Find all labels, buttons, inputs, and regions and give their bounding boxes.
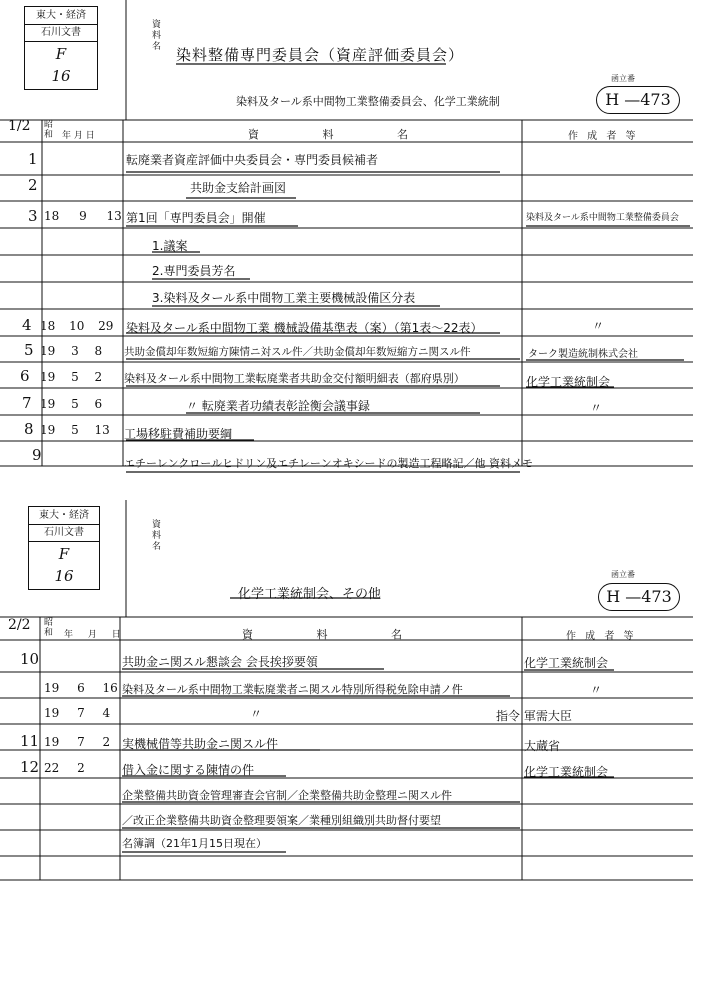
page1-header-ymd: 年 月 日 xyxy=(62,131,95,141)
table-row-author: 化学工業統制会 xyxy=(524,656,609,670)
table-row-no: 7 xyxy=(22,394,32,412)
table-row-text: 名簿調（21年1月15日現在） xyxy=(122,837,267,850)
table-row-date: 19 7 4 xyxy=(44,706,111,720)
stamp-letter: F xyxy=(55,45,67,63)
page2-header-author: 作 成 者 等 xyxy=(566,631,637,642)
table-row-no: 6 xyxy=(20,367,30,385)
table-row-text: 共助金支給計画図 xyxy=(190,181,287,195)
table-row-text: 共助金ニ関スル懇談会 会長挨拶要領 xyxy=(122,655,318,669)
page2-title: 化学工業統制会、その他 xyxy=(238,587,382,602)
table-row-author: 〃 xyxy=(590,683,603,697)
stamp-collection-label: 石川文書 xyxy=(44,527,84,538)
table-row-author: 指令 軍需大臣 xyxy=(496,709,572,723)
page1-docid: H —473 xyxy=(596,86,680,114)
table-row-no: 10 xyxy=(20,650,40,668)
table-row-date: 22 2 xyxy=(44,761,85,775)
table-row-text: 3.染料及タール系中間物工業主要機械設備区分表 xyxy=(152,291,416,305)
table-row-author: 化学工業統制会 xyxy=(526,375,611,389)
table-row-date: 18 9 13 xyxy=(44,209,122,223)
table-row-text: 〃 xyxy=(250,707,263,721)
table-row-author: 〃 xyxy=(592,319,605,333)
table-row-no: 1 xyxy=(28,150,38,168)
table-row-text: 工場移駐費補助要綱 xyxy=(124,427,233,441)
table-row-no: 4 xyxy=(22,316,32,334)
table-row-date: 19 7 2 xyxy=(44,735,111,749)
table-row-date: 19 3 8 xyxy=(40,344,103,358)
table-row-text: 2.専門委員芳名 xyxy=(152,264,236,278)
table-row-author: 大蔵省 xyxy=(524,739,561,753)
stamp-number: 16 xyxy=(54,567,74,585)
table-row-no: 5 xyxy=(24,341,34,359)
page2-header-era: 昭和 xyxy=(44,618,54,638)
shiryo-label-bottom: 資料名 xyxy=(152,520,162,552)
table-row-text: 染料及タール系中間物工業転廃業者共助金交付額明細表（都府県別） xyxy=(124,372,465,385)
table-row-text: ／改正企業整備共助資金整理要領案／業種別組織別共助督付要望 xyxy=(122,814,441,827)
table-row-text: 共助金償却年数短縮方陳情ニ対スル件／共助金償却年数短縮方ニ関スル件 xyxy=(124,346,471,358)
table-row-author: 化学工業統制会 xyxy=(524,765,609,779)
page1-header-era: 昭和 xyxy=(44,120,54,140)
table-row-text: 1.議案 xyxy=(152,239,188,253)
shiryo-label-top: 資料名 xyxy=(152,20,162,52)
table-row-no: 9 xyxy=(32,446,42,464)
table-row-no: 3 xyxy=(28,207,38,225)
page1-page-number: 1/2 xyxy=(8,118,31,134)
page1-docid-label: 函立番 xyxy=(611,74,635,83)
page2-docid: H —473 xyxy=(598,583,680,611)
table-row-text: 借入金に関する陳情の件 xyxy=(122,763,255,777)
page2-header-material: 資 料 名 xyxy=(242,628,432,641)
table-row-no: 12 xyxy=(20,758,40,776)
page2-page-number: 2/2 xyxy=(8,617,31,633)
table-row-text: 転廃業者資産評価中央委員会・専門委員候補者 xyxy=(126,153,379,167)
table-row-no: 8 xyxy=(24,420,34,438)
table-row-text: 〃 転廃業者功績表彰詮衡会議事録 xyxy=(186,399,370,413)
table-row-text: 企業整備共助資金管理審査会官制／企業整備共助金整理ニ関スル件 xyxy=(122,789,452,802)
stamp-collection-label: 石川文書 xyxy=(41,27,81,38)
table-row-date: 19 6 16 xyxy=(44,681,118,695)
table-row-date: 19 5 6 xyxy=(40,397,103,411)
table-row-author: 〃 xyxy=(590,401,603,415)
stamp-number: 16 xyxy=(51,67,71,85)
stamp-letter: F xyxy=(58,545,70,563)
table-row-no: 11 xyxy=(20,732,40,750)
table-row-text: 実機械借等共助金ニ関スル件 xyxy=(122,737,279,751)
page2-header-ymd: 年 月 日 xyxy=(64,630,127,640)
table-row-date: 19 5 13 xyxy=(40,423,110,437)
table-row-date: 19 5 2 xyxy=(40,370,103,384)
table-row-author: 染料及タール系中間物工業整備委員会 xyxy=(526,213,679,223)
table-row-text: 染料及タール系中間物工業転廃業者ニ関スル特別所得税免除申請ノ件 xyxy=(122,683,463,696)
table-row-text: エチーレンクロールヒドリン及エチレーンオキシードの製造工程略記／他 資料メモ xyxy=(124,457,534,470)
table-row-text: 染料及タール系中間物工業 機械設備基準表（案）（第1表〜22表） xyxy=(126,321,483,335)
page1-title: 染料整備専門委員会（資産評価委員会） xyxy=(176,46,465,64)
stamp-university-label: 東大・経済 xyxy=(36,10,86,21)
table-row-no: 2 xyxy=(28,176,38,194)
page1-subtitle: 染料及タール系中間物工業整備委員会、化学工業統制 xyxy=(236,95,500,108)
page1-header-material: 資 料 名 xyxy=(248,128,438,141)
stamp-university-label: 東大・経済 xyxy=(39,510,89,521)
page2-docid-label: 函立番 xyxy=(611,570,635,579)
page1-header-author: 作 成 者 等 xyxy=(568,131,639,142)
table-row-date: 18 10 29 xyxy=(40,319,114,333)
table-row-text: 第1回「専門委員会」開催 xyxy=(126,211,266,225)
table-row-author: ターク製造統制株式会社 xyxy=(528,349,638,360)
